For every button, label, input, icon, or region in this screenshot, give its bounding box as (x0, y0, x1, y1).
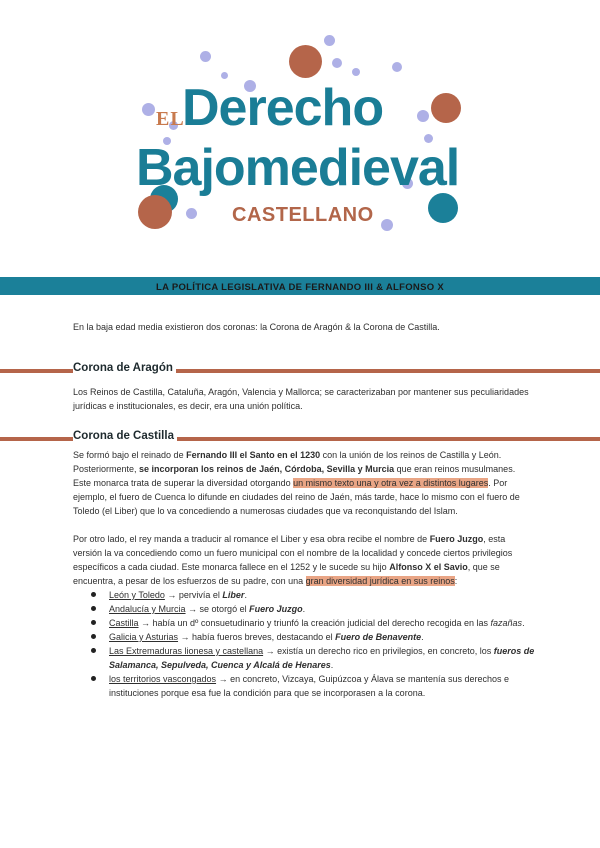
text-run: , esta versión la va concediendo como un fuero municipal con el nombre de la localidad y concede ciertos privilegios específicos a cada ciudad. Este monarca fallece en el 1252 y le sucede su hijo (73, 534, 513, 572)
decorative-dot (138, 195, 172, 229)
list-item-term: Andalucía y Murcia (109, 604, 186, 614)
topic-banner (0, 277, 600, 295)
title-prefix: EL (156, 108, 185, 130)
decorative-dot (417, 110, 429, 122)
text-bold: Fernando III el Santo en el 1230 (186, 450, 321, 460)
text-run: . (244, 590, 247, 600)
castilla-paragraph-1 (73, 448, 535, 518)
text-run: . (421, 632, 424, 642)
decorative-dot (392, 62, 402, 72)
decorative-dot (431, 93, 461, 123)
decorative-dot (324, 35, 335, 46)
list-item-term: Castilla (109, 618, 139, 628)
intro-paragraph: En la baja edad media existieron dos coronas: la Corona de Aragón & la Corona de Castilla. (73, 322, 440, 332)
text-highlight: un mismo texto una y otra vez a distintos lugares (293, 478, 489, 488)
list-item-term: los territorios vascongados (109, 674, 217, 684)
section-aragon-body: Los Reinos de Castilla, Cataluña, Aragón, Valencia y Mallorca; se caracterizaban por mantener sus peculiaridades jurídicas e institucionales, es decir, era una unión política. (73, 387, 529, 411)
text-run: → pervivía el (164, 590, 223, 600)
text-run: → se otorgó el (185, 604, 250, 614)
text-italic: fazañas (490, 618, 523, 628)
decorative-dot (186, 208, 197, 219)
list-item (73, 630, 535, 644)
text-bold-italic: Fuero de Benavente (335, 632, 422, 642)
text-run: Se formó bajo el reinado de (73, 450, 187, 460)
title-line-2: Bajomedieval (136, 139, 460, 197)
title-line-1: Derecho (182, 79, 384, 137)
section-castilla-body (73, 448, 535, 700)
list-item-term: Galicia y Asturias (109, 632, 179, 642)
text-run: → en concreto, Vizcaya, Guipúzcoa y Álava se mantenía sus derechos e instituciones porque esa fue la condición para que se incorporasen a la corona. (109, 674, 510, 698)
bullet-icon (91, 592, 96, 597)
bullet-icon (91, 620, 96, 625)
list-item (73, 644, 535, 672)
text-run: . (522, 618, 525, 628)
list-item-term: Las Extremaduras lionesa y castellana (109, 646, 264, 656)
subtitle: CASTELLANO (232, 204, 374, 226)
bullet-icon (91, 676, 96, 681)
text-run: Por otro lado, el rey manda a traducir al romance el Liber y esa obra recibe el nombre de (73, 534, 430, 544)
bullet-icon (91, 634, 96, 639)
decorative-dot (142, 103, 155, 116)
decorative-dot (332, 58, 342, 68)
decorative-dot (381, 219, 393, 231)
bullet-icon (91, 648, 96, 653)
regions-list (73, 588, 535, 700)
text-run: que eran reinos musulmanes. Este monarca trata de superar la diversidad otorgando (73, 464, 516, 488)
banner-text: LA POLÍTICA LEGISLATIVA DE FERNANDO III & ALFONSO X (156, 282, 444, 293)
list-item (73, 588, 535, 602)
text-run: . (302, 604, 306, 614)
text-bold-italic: Liber (222, 590, 245, 600)
text-bold: Fuero Juzgo (429, 534, 484, 544)
bullet-icon (91, 606, 96, 611)
text-run: . Por ejemplo, el fuero de Cuenca lo difunde en ciudades del reino de Jaén, más tarde, hace lo mismo con el fuero de Toledo (el Liber) que lo va concediendo a numerosas ciudades que va reconquistando del Islam. (73, 478, 520, 516)
list-item (73, 672, 535, 700)
decorative-dot (289, 45, 322, 78)
castilla-paragraph-2 (73, 532, 535, 588)
list-item-term: León y Toledo (109, 590, 165, 600)
text-bold-italic: fueros de Salamanca, Sepulveda, Cuenca y Alcalá de Henares (109, 646, 535, 670)
text-bold: se incorporan los reinos de Jaén, Córdoba, Sevilla y Murcia (139, 464, 395, 474)
decorative-dot (352, 68, 360, 76)
text-bold-italic: Fuero Juzgo (249, 604, 303, 614)
text-run: → había fueros breves, destacando el (178, 632, 336, 642)
text-run: , que se encuentra, a pesar de los esfuerzos de su padre, con una (73, 562, 500, 586)
decorative-dot (200, 51, 211, 62)
section-title-castilla: Corona de Castilla (73, 430, 177, 442)
list-item (73, 616, 535, 630)
text-run: → existía un derecho rico en privilegios, en concreto, los (263, 646, 494, 656)
text-run: . (330, 660, 334, 670)
title-header (0, 0, 600, 270)
text-run: → había un dº consuetudinario y triunfó la creación judicial del derecho recogida en las (138, 618, 491, 628)
section-title-aragon: Corona de Aragón (73, 362, 176, 374)
text-bold: Alfonso X el Savio (389, 562, 468, 572)
text-highlight: gran diversidad jurídica en sus reinos (305, 576, 455, 586)
list-item (73, 602, 535, 616)
text-run: con la unión de los reinos de Castilla y León. Posteriormente, (73, 450, 502, 474)
text-run: : (454, 576, 458, 586)
